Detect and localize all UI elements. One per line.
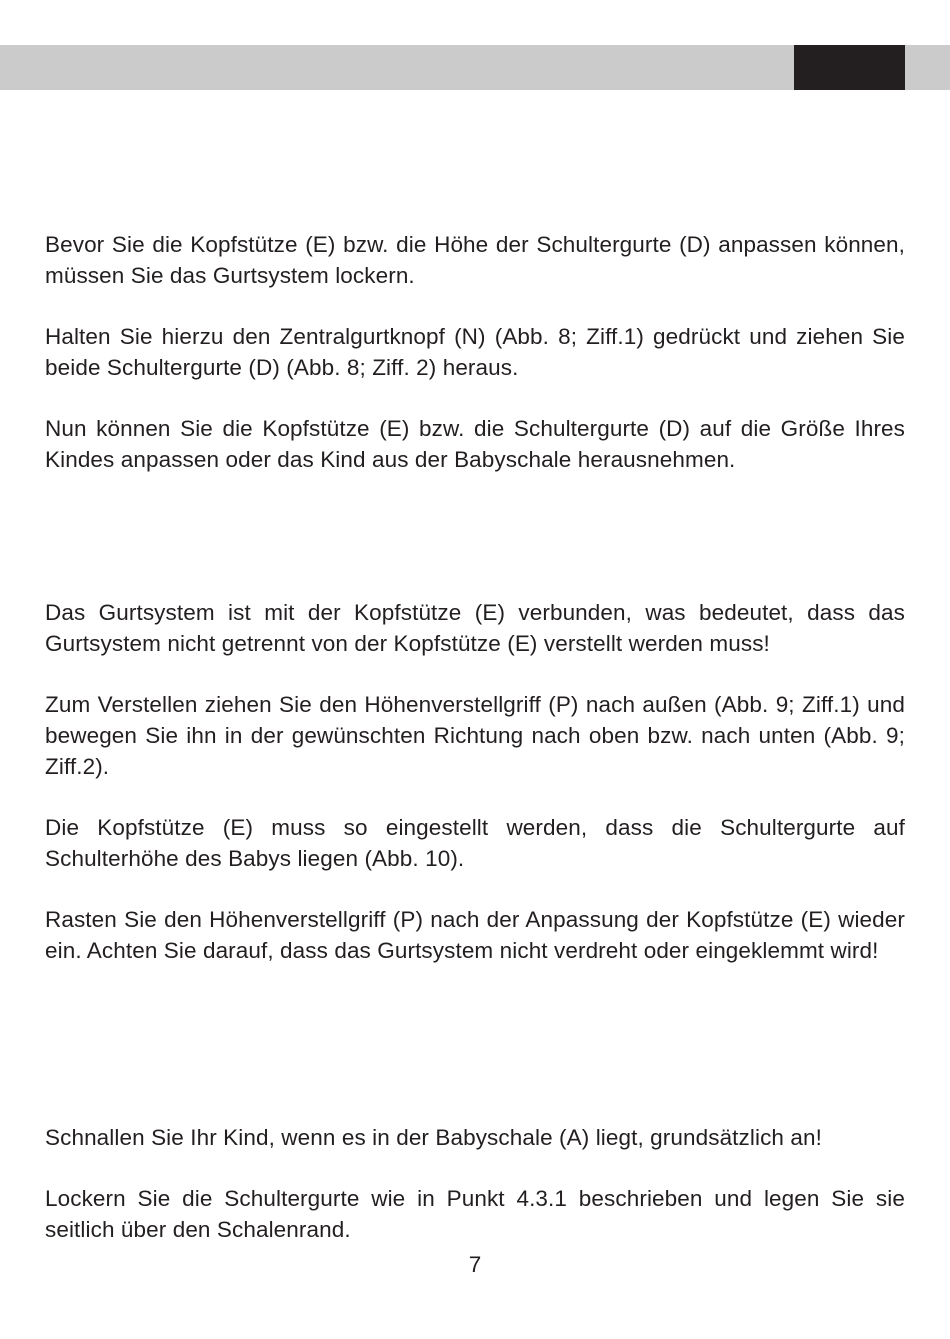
paragraph-height-adjust-handle: Zum Verstellen ziehen Sie den Höhenverstellgriff (P) nach außen (Abb. 9; Ziff.1) und bewegen Sie ihn in der gewünschten Richtung nach oben bzw. nach unten (Abb. 9; Ziff.2). [45,692,905,779]
paragraph-loosen-harness: Bevor Sie die Kopfstütze (E) bzw. die Höhe der Schultergurte (D) anpassen können, müssen Sie das Gurtsystem lockern. [45,232,905,288]
header-tab [794,45,905,90]
paragraph-harness-connected: Das Gurtsystem ist mit der Kopfstütze (E) verbunden, was bedeutet, dass das Gurtsystem nicht getrennt von der Kopfstütze (E) verstellt werden muss! [45,600,905,656]
paragraph-adjust-or-remove: Nun können Sie die Kopfstütze (E) bzw. die Schultergurte (D) auf die Größe Ihres Kindes anpassen oder das Kind aus der Babyschale herausnehmen. [45,416,905,472]
paragraph-headrest-position: Die Kopfstütze (E) muss so eingestellt werden, dass die Schultergurte auf Schulterhöhe des Babys liegen (Abb. 10). [45,815,905,871]
paragraph-buckle-child: Schnallen Sie Ihr Kind, wenn es in der Babyschale (A) liegt, grundsätzlich an! [45,1125,822,1150]
paragraph-loosen-straps-rim: Lockern Sie die Schultergurte wie in Punkt 4.3.1 beschrieben und legen Sie sie seitlich über den Schalenrand. [45,1186,905,1242]
paragraph-pull-shoulder-straps: Halten Sie hierzu den Zentralgurtknopf (N) (Abb. 8; Ziff.1) gedrückt und ziehen Sie beide Schultergurte (D) (Abb. 8; Ziff. 2) heraus. [45,324,905,380]
page-number: 7 [468,1252,482,1277]
paragraph-lock-handle: Rasten Sie den Höhenverstellgriff (P) nach der Anpassung der Kopfstütze (E) wieder ein. Achten Sie darauf, dass das Gurtsystem nicht verdreht oder eingeklemmt wird! [45,907,905,963]
